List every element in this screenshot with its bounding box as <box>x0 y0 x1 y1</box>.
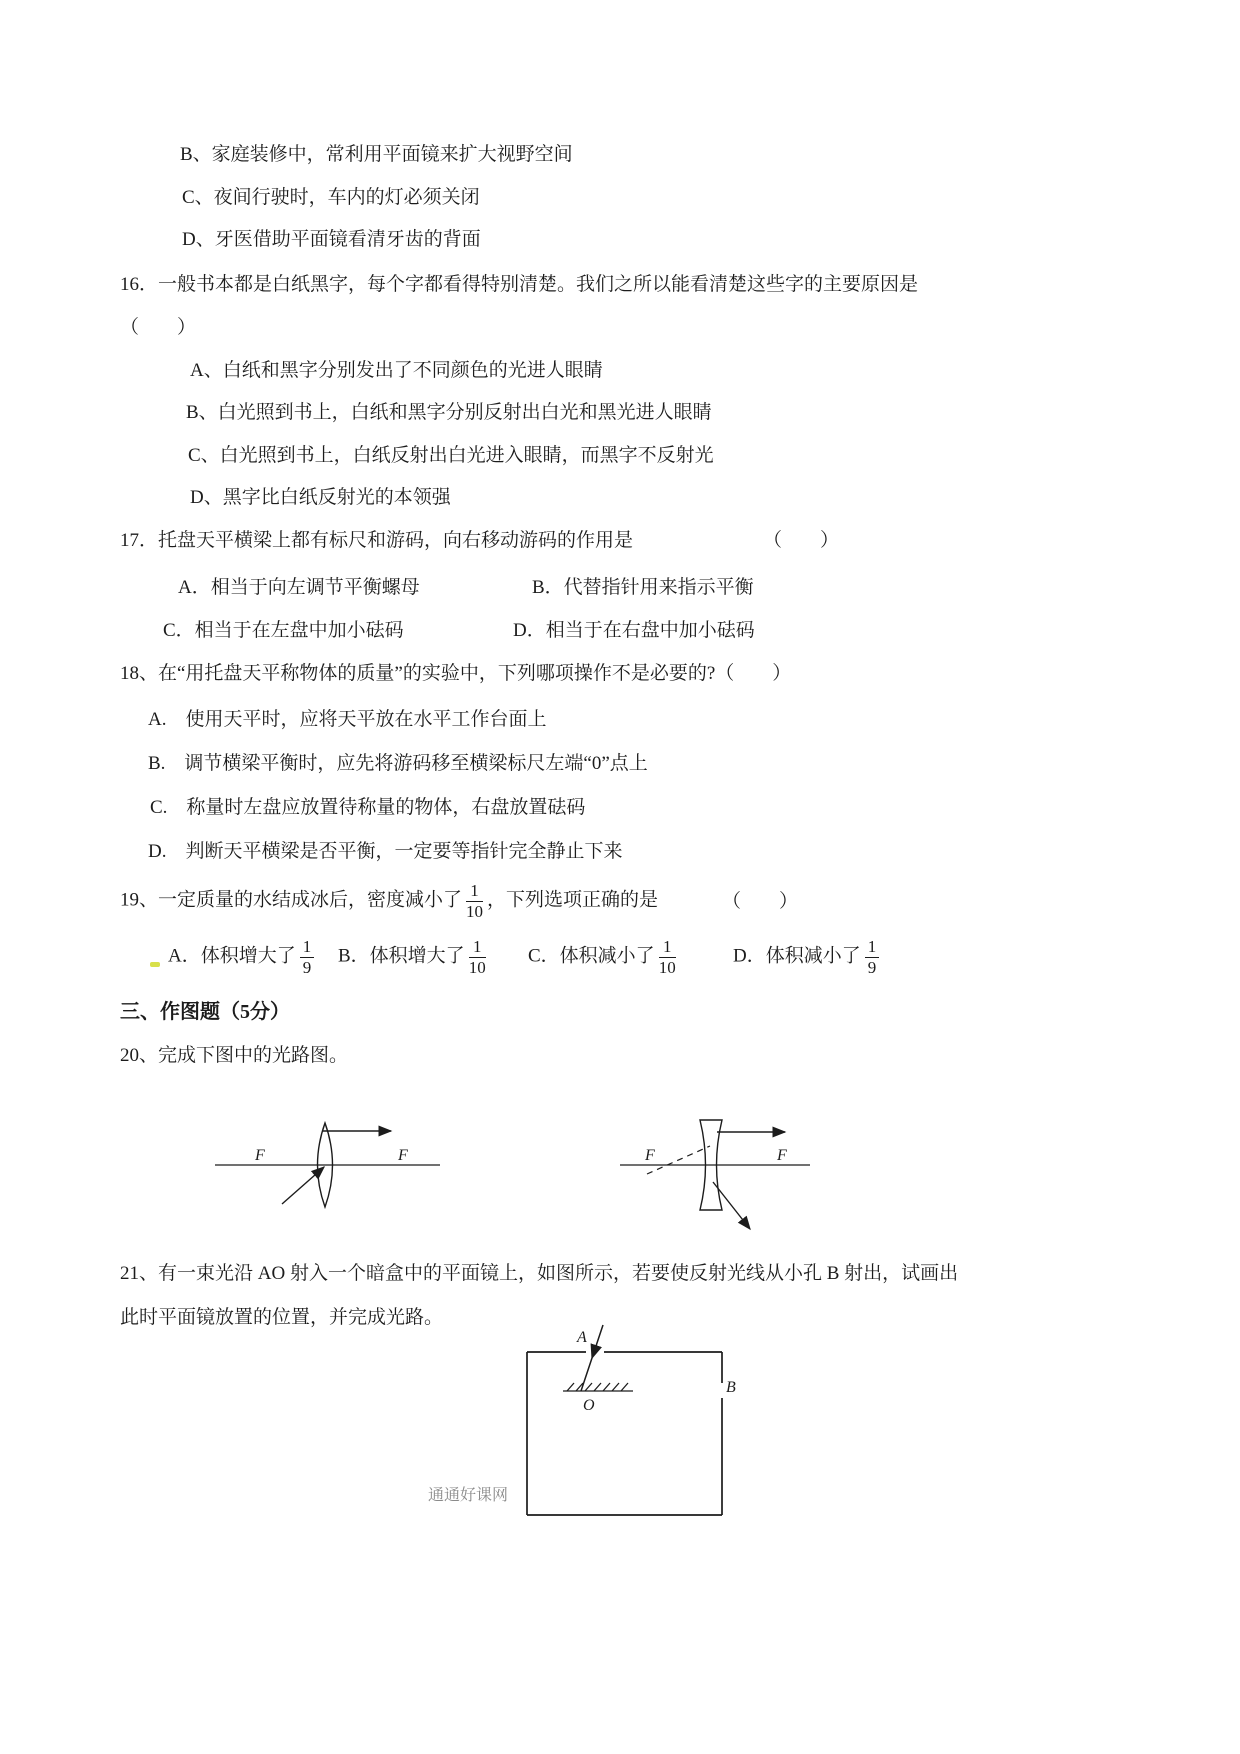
q16-option-b: B、白光照到书上，白纸和黑字分别反射出白光和黑光进人眼睛 <box>186 402 712 423</box>
q20-stem: 20、完成下图中的光路图。 <box>120 1045 349 1066</box>
q19-stem-text-post: ，下列选项正确的是 <box>487 889 659 911</box>
q15-option-c: C、夜间行驶时，车内的灯必须关闭 <box>182 187 480 208</box>
q19-option-c-label: C．体积减小了 <box>528 945 655 967</box>
section-3-title: 三、作图题（5分） <box>120 1001 290 1023</box>
q19-option-a-label: A．体积增大了 <box>168 945 296 967</box>
q16-option-d: D、黑字比白纸反射光的本领强 <box>190 487 451 508</box>
mirror-hatch-line <box>563 1383 633 1391</box>
incident-ray-ao <box>592 1325 603 1358</box>
q16-option-c: C、白光照到书上，白纸反射出白光进入眼睛，而黑字不反射光 <box>188 445 714 466</box>
focal-point-label: F <box>777 1147 787 1164</box>
q18-option-b: B. 调节横梁平衡时，应先将游码移至横梁标尺左端“0”点上 <box>148 753 648 774</box>
q19-option-d-fraction: $\frac{1}{9}$ <box>865 938 880 977</box>
q19-stem-fraction: $\frac{1}{10}$ <box>466 881 484 921</box>
point-b-label: B <box>726 1379 736 1396</box>
q19-option-d <box>733 938 883 977</box>
q16-option-a: A、白纸和黑字分别发出了不同颜色的光进人眼睛 <box>190 360 603 381</box>
point-o-label: O <box>583 1397 595 1414</box>
q17-option-b: B．代替指针用来指示平衡 <box>532 577 754 598</box>
q19-option-b <box>338 938 490 977</box>
q16-answer-bracket: （ ） <box>120 317 197 338</box>
q19-answer-bracket: （ ） <box>722 891 799 912</box>
q20-lens-diagrams <box>205 1108 845 1243</box>
incident-ray <box>282 1167 324 1204</box>
point-a-label: A <box>577 1329 587 1346</box>
q19-option-c-fraction: $\frac{1}{10}$ <box>658 937 676 977</box>
q18-option-c: C. 称量时左盘应放置待称量的物体，右盘放置砝码 <box>150 797 586 818</box>
q21-stem-line1: 21、有一束光沿 AO 射入一个暗盒中的平面镜上，如图所示，若要使反射光线从小孔 B 射出，试画出 <box>120 1263 959 1284</box>
q21-stem-line2: 此时平面镜放置的位置，并完成光路。 <box>120 1307 444 1328</box>
dark-box-walls <box>527 1352 722 1515</box>
scan-artifact-mark <box>150 962 160 967</box>
construction-dashed-ray <box>647 1146 710 1174</box>
q17-answer-bracket: （ ） <box>763 530 840 551</box>
q19-option-a-fraction: $\frac{1}{9}$ <box>300 938 315 977</box>
q19-option-d-label: D．体积减小了 <box>733 945 861 967</box>
concave-lens-diagram <box>620 1120 810 1229</box>
focal-point-label: F <box>645 1147 655 1164</box>
q15-option-d: D、牙医借助平面镜看清牙齿的背面 <box>182 229 481 250</box>
q16-stem: 16．一般书本都是白纸黑字，每个字都看得特别清楚。我们之所以能看清楚这些字的主要原因是 <box>120 274 919 295</box>
q15-option-b: B、家庭装修中，常利用平面镜来扩大视野空间 <box>180 144 573 165</box>
watermark-text: 通通好课网 <box>428 1487 509 1504</box>
convex-lens-diagram <box>215 1123 440 1207</box>
focal-point-label: F <box>398 1147 408 1164</box>
q19-option-c <box>528 938 680 977</box>
q19-stem <box>120 882 658 921</box>
q18-option-a: A. 使用天平时，应将天平放在水平工作台面上 <box>148 709 547 730</box>
q17-stem: 17．托盘天平横梁上都有标尺和游码，向右移动游码的作用是 <box>120 530 634 551</box>
q19-stem-text-pre: 19、一定质量的水结成冰后，密度减小了 <box>120 889 463 911</box>
q17-option-d: D．相当于在右盘中加小砝码 <box>513 620 755 641</box>
focal-point-label: F <box>255 1147 265 1164</box>
q19-option-a <box>168 938 318 977</box>
q17-option-c: C．相当于在左盘中加小砝码 <box>163 620 404 641</box>
q17-option-a: A．相当于向左调节平衡螺母 <box>178 577 420 598</box>
q18-option-d: D. 判断天平横梁是否平衡，一定要等指针完全静止下来 <box>148 841 623 862</box>
diverging-ray <box>713 1182 750 1229</box>
incident-ray-ao <box>581 1358 592 1391</box>
q19-option-b-fraction: $\frac{1}{10}$ <box>468 937 486 977</box>
q19-option-b-label: B．体积增大了 <box>338 945 465 967</box>
q18-stem: 18、在“用托盘天平称物体的质量”的实验中，下列哪项操作不是必要的?（ ） <box>120 663 792 684</box>
